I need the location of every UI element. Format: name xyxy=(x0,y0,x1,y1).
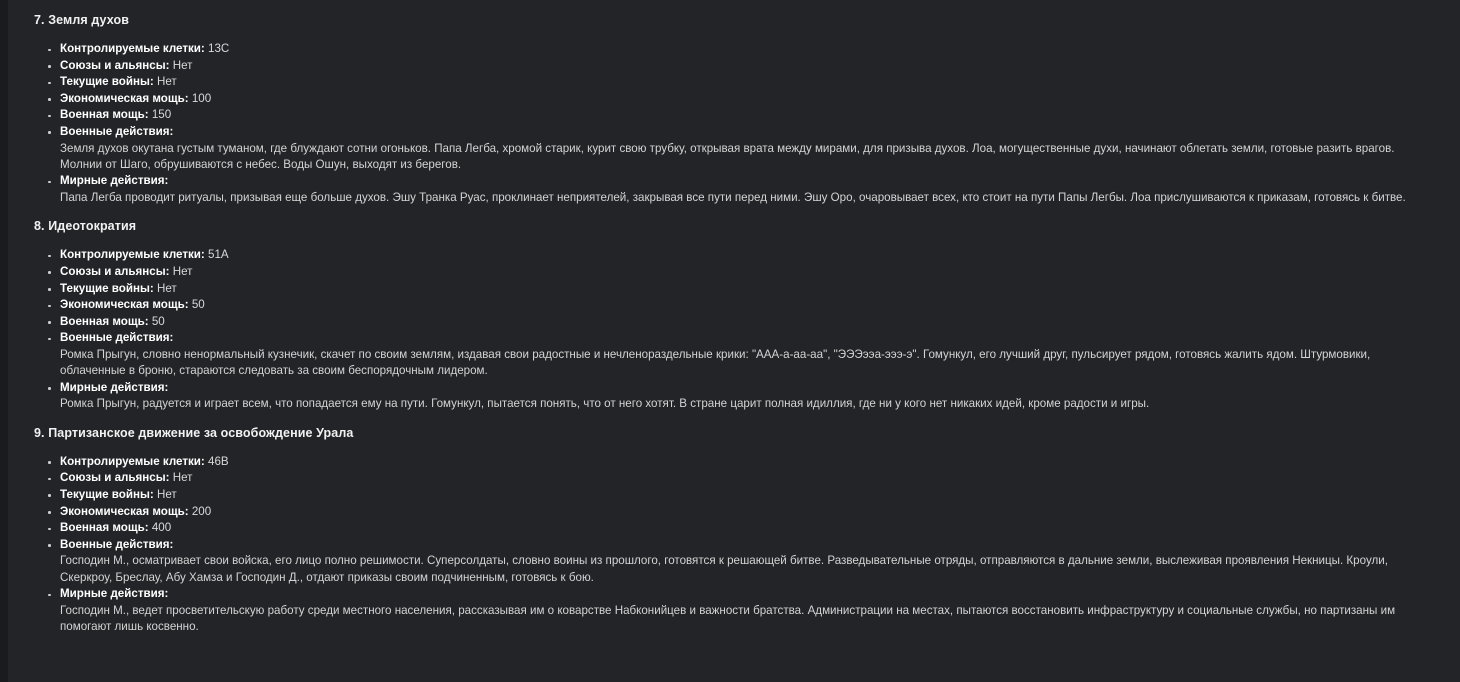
fact-military-power xyxy=(60,314,1436,331)
fact-alliances xyxy=(60,58,1436,75)
left-gutter xyxy=(0,0,8,682)
faction-section xyxy=(30,413,1436,636)
fact-value: 150 xyxy=(151,108,172,122)
fact-label: Мирные действия: xyxy=(60,380,169,394)
fact-value: 100 xyxy=(191,91,212,105)
section-title: 8. Идеотократия xyxy=(34,219,137,234)
fact-military-actions xyxy=(60,330,1436,379)
fact-value: Нет xyxy=(156,487,177,501)
faction-facts-list xyxy=(30,247,1436,412)
faction-facts-list xyxy=(30,454,1436,636)
fact-label: Экономическая мощь: xyxy=(60,504,189,518)
faction-facts-list xyxy=(30,41,1436,206)
fact-label: Контролируемые клетки: xyxy=(60,454,205,468)
fact-label: Военные действия: xyxy=(60,537,174,551)
fact-value: Нет xyxy=(156,75,177,89)
fact-value: 50 xyxy=(151,314,165,328)
fact-label: Экономическая мощь: xyxy=(60,91,189,105)
fact-value: 400 xyxy=(151,521,172,535)
fact-label: Контролируемые клетки: xyxy=(60,42,205,55)
fact-military-actions xyxy=(60,537,1436,586)
fact-label: Текущие войны: xyxy=(60,487,154,501)
fact-value: Ромка Прыгун, словно ненормальный кузнечик, скачет по своим землям, издавая свои радостные и нечленораздельные крики: "ААА-а-аа-аа", "ЭЭЭээа-эээ-э". Гомункул, его лучший друг, пульсирует рядом, готовясь жалить ядом. Штурмовики, облаченные в броню, стараются следовать за своим беспорядочным лидером. xyxy=(60,347,1371,378)
fact-peaceful-actions xyxy=(60,173,1436,206)
fact-current-wars xyxy=(60,281,1436,298)
fact-label: Военная мощь: xyxy=(60,314,149,328)
fact-economic-power xyxy=(60,504,1436,521)
fact-value: Папа Легба проводит ритуалы, призывая еще больше духов. Эшу Транка Руас, проклинает неприятелей, закрывая все пути перед ними. Эшу Оро, очаровывает всех, кто стоит на пути Папы Легбы. Лоа прислушиваются к приказам, готовясь к битве. xyxy=(60,190,1406,204)
fact-peaceful-actions xyxy=(60,380,1436,413)
fact-alliances xyxy=(60,470,1436,487)
fact-label: Текущие войны: xyxy=(60,75,154,89)
fact-alliances xyxy=(60,264,1436,281)
fact-value: Господин М., ведет просветительскую работу среди местного населения, рассказывая им о коварстве Набконийцев и важности братства. Администрации на местах, пытаются восстановить инфраструктуру и социальные службы, но партизаны им помогают лишь косвенно. xyxy=(60,603,1396,634)
fact-value: 200 xyxy=(191,504,212,518)
fact-value: 46B xyxy=(208,454,229,468)
fact-military-power xyxy=(60,107,1436,124)
fact-value: Нет xyxy=(172,471,193,485)
fact-current-wars xyxy=(60,487,1436,504)
fact-value: Нет xyxy=(156,281,177,295)
fact-value: Господин М., осматривает свои войска, его лицо полно решимости. Суперсолдаты, словно воины из прошлого, готовятся к решающей битве. Разведывательные отряды, отправляются в дальние земли, выслеживая проявления Некницы. Кроули, Скеркроу, Бреслау, Абу Хамза и Господин Д., отдают приказы своим подчиненным, готовясь к бою. xyxy=(60,554,1388,584)
fact-label: Союзы и альянсы: xyxy=(60,471,170,485)
fact-military-power xyxy=(60,520,1436,537)
fact-economic-power xyxy=(60,297,1436,314)
fact-label: Контролируемые клетки: xyxy=(60,248,205,262)
section-title: 9. Партизанское движение за освобождение Урала xyxy=(34,425,354,440)
fact-economic-power xyxy=(60,91,1436,108)
fact-label: Мирные действия: xyxy=(60,587,169,601)
fact-controlled-cells xyxy=(60,41,1436,58)
fact-value: 50 xyxy=(191,298,205,312)
fact-value: Ромка Прыгун, радуется и играет всем, что попадается ему на пути. Гомункул, пытается понять, что от него хотят. В стране царит полная идиллия, где ни у кого нет никаких идей, кроме радости и игры. xyxy=(60,397,1150,411)
fact-controlled-cells xyxy=(60,454,1436,471)
faction-section xyxy=(30,0,1436,206)
fact-value: 13C xyxy=(208,42,230,55)
fact-label: Мирные действия: xyxy=(60,174,169,188)
fact-value: Нет xyxy=(172,264,193,278)
faction-section xyxy=(30,206,1436,412)
fact-value: 51A xyxy=(208,248,229,262)
fact-value: Земля духов окутана густым туманом, где блуждают сотни огоньков. Папа Легба, хромой старик, курит свою трубку, открывая врата между мирами, для призыва духов. Лоа, могущественные духи, начинают облетать земли, готовые разить врагов. Молнии от Шаго, обрушиваются с небес. Воды Ошун, выходят из берегов. xyxy=(60,141,1395,171)
fact-label: Военные действия: xyxy=(60,331,174,345)
fact-label: Экономическая мощь: xyxy=(60,298,189,312)
section-title: 7. Земля духов xyxy=(34,13,130,27)
fact-controlled-cells xyxy=(60,247,1436,264)
fact-label: Военные действия: xyxy=(60,124,174,138)
fact-peaceful-actions xyxy=(60,586,1436,635)
fact-current-wars xyxy=(60,74,1436,91)
fact-label: Военная мощь: xyxy=(60,108,149,122)
fact-label: Военная мощь: xyxy=(60,521,149,535)
fact-value: Нет xyxy=(172,58,193,72)
fact-label: Союзы и альянсы: xyxy=(60,58,170,72)
fact-label: Союзы и альянсы: xyxy=(60,264,170,278)
fact-military-actions xyxy=(60,124,1436,173)
fact-label: Текущие войны: xyxy=(60,281,154,295)
